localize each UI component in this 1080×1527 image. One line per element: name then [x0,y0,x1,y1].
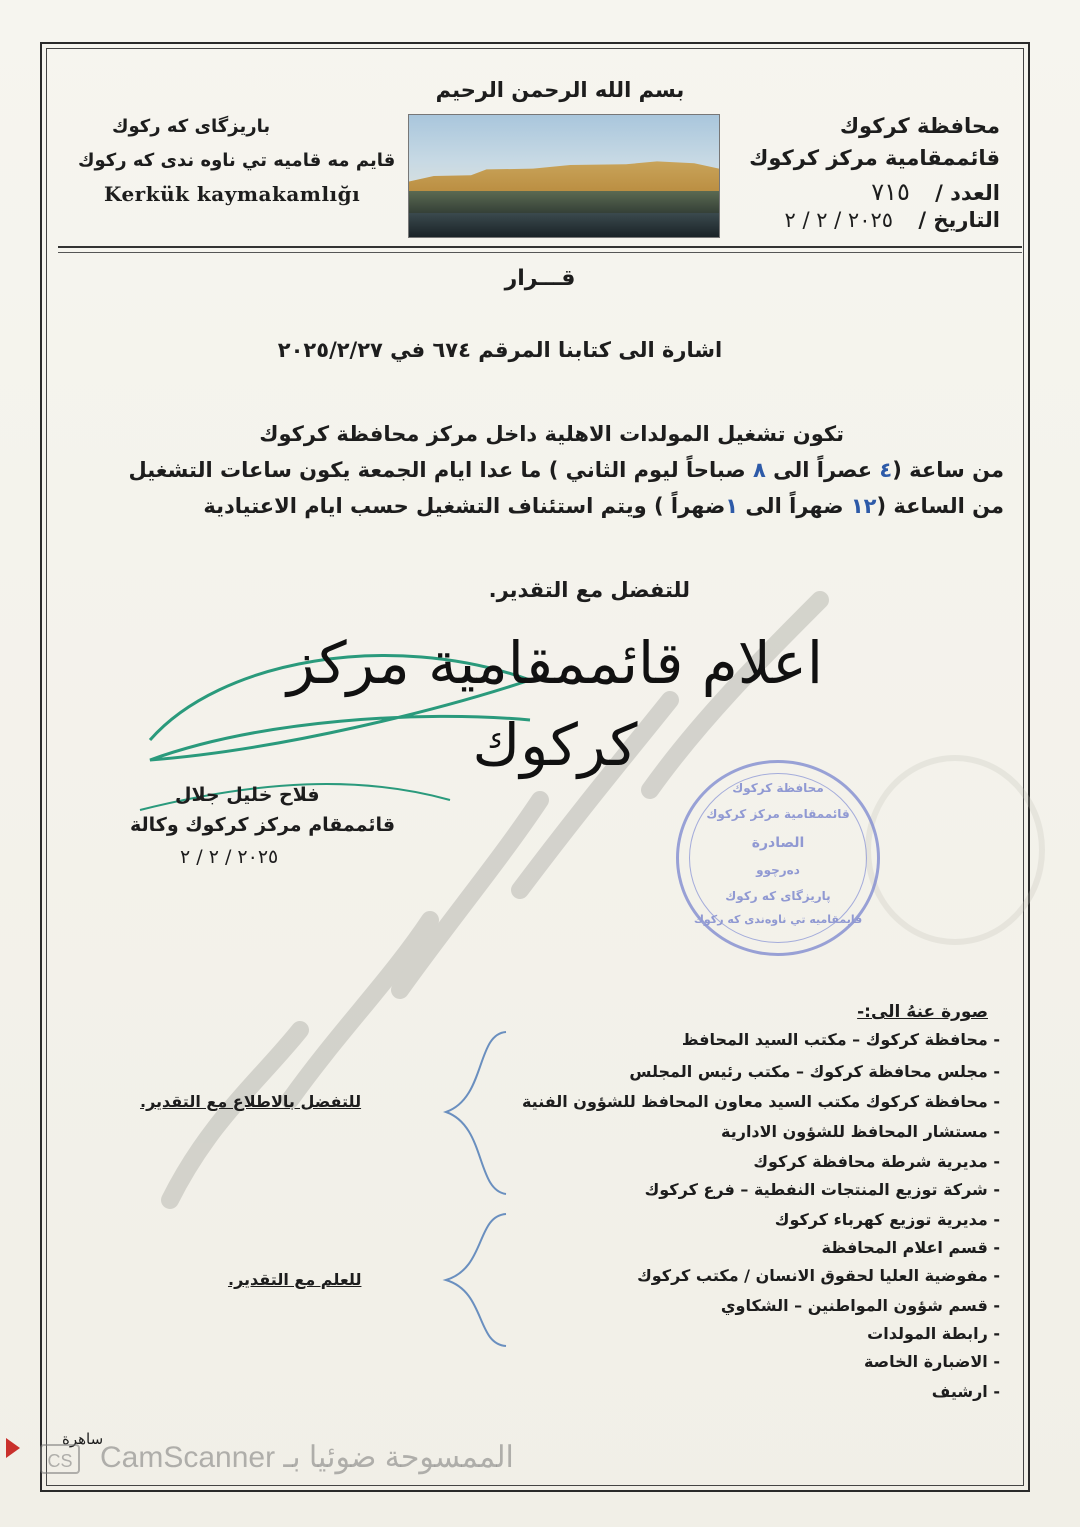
list-item: - محافظة كركوك مكتب السيد معاون المحافظ للشؤون الفنية [521,1092,1000,1111]
list-item: - مديرية شرطة محافظة كركوك [753,1152,1000,1171]
body-line-3: من الساعة (١٢ ضهراً الى ١ضهراً ) ويتم استئناف التشغيل حسب ايام الاعتيادية [203,494,1004,518]
body-line-1: تكون تشغيل المولدات الاهلية داخل مركز محافظة كركوك [259,422,844,446]
date-row [784,208,1000,232]
friday-hour-end: ١ [725,494,739,518]
announcement-line-2: كركوك [472,711,638,780]
list-item: - مستشار المحافظ للشؤون الادارية [721,1122,1000,1141]
basmala: بسم الله الرحمن الرحيم [435,78,685,102]
header-divider-thin [58,252,1022,253]
courtesy-line: للتفضل مع التقدير. [488,578,690,602]
camscanner-text: CamScanner الممسوحة ضوئيا بـ [100,1441,514,1474]
kurdish-office: قايم مه قاميه تي ناوه ندى كه ركوك [78,150,396,171]
arrow-icon [6,1438,20,1458]
decision-title: قـــرار [504,266,576,291]
group2-note: للعلم مع التقدير. [228,1270,362,1289]
group1-note: للتفضل بالاطلاع مع التقدير. [140,1092,362,1111]
office-name: قائممقامية مركز كركوك [749,146,1000,170]
date-label: التاريخ / [918,208,1000,232]
copies-title: صورة عنهُ الى:- [857,1002,988,1022]
list-item: - مفوضية العليا لحقوق الانسان / مكتب كركوك [637,1266,1000,1285]
signer-name: فلاح خليل جلال [175,784,320,806]
camscanner-watermark [40,1436,660,1482]
list-item: - شركة توزيع المنتجات النفطية – فرع كركوك [644,1180,1000,1199]
list-item: - رابطة المولدات [867,1324,1000,1343]
body-line-2: من ساعة (٤ عصراً الى ٨ صباحاً ليوم الثاني ) ما عدا ايام الجمعة يكون ساعات التشغيل [128,458,1004,482]
number-label: العدد / [935,181,1000,205]
kurdish-governorate: باريزگای كه ركوك [112,116,271,137]
brace-group-2 [436,1210,516,1350]
typist-initials: ساهرة [62,1430,104,1448]
number-row [871,178,1000,206]
list-item: - الاضبارة الخاصة [863,1352,1000,1371]
list-item: - قسم اعلام المحافظة [821,1238,1000,1257]
turkish-office-name: Kerkük kaymakamlığı [104,182,361,206]
signature-date: ٢٠٢٥ / ٢ / ٢ [180,846,279,868]
office-stamp: محافظة كركوك قائممقامية مركز كركوك الصادرة دەرچوو پاريزگای كه ركوك قايمقاميه تي ناوەندى كه ركوك [676,760,880,956]
brace-group-1 [436,1028,516,1198]
hour-start: ٤ [879,458,893,482]
list-item: - مجلس محافظة كركوك – مكتب رئيس المجلس [629,1062,1000,1081]
friday-hour-start: ١٢ [850,494,877,518]
reference-line: اشارة الى كتابنا المرقم ٦٧٤ في ٢٠٢٥/٢/٢٧ [277,338,723,362]
list-item: - مديرية توزيع كهرباء كركوك [774,1210,1000,1229]
number-value: ٧١٥ [871,178,910,206]
governorate-name: محافظة كركوك [839,114,1000,138]
kirkuk-citadel-photo [408,114,720,238]
list-item: - قسم شؤون المواطنين – الشكاوي [720,1296,1000,1315]
list-item: - محافظة كركوك – مكتب السيد المحافظ [681,1030,1000,1049]
signer-title: قائممقام مركز كركوك وكالة [130,814,396,836]
date-value: ٢٠٢٥ / ٢ / ٢ [784,208,894,232]
header-divider [58,246,1022,248]
announcement-line-1: اعلام قائممقامية مركز [286,629,824,697]
camscanner-logo-icon: CS [40,1444,80,1474]
list-item: - ارشيف [931,1382,1000,1401]
hour-end: ٨ [753,458,766,482]
